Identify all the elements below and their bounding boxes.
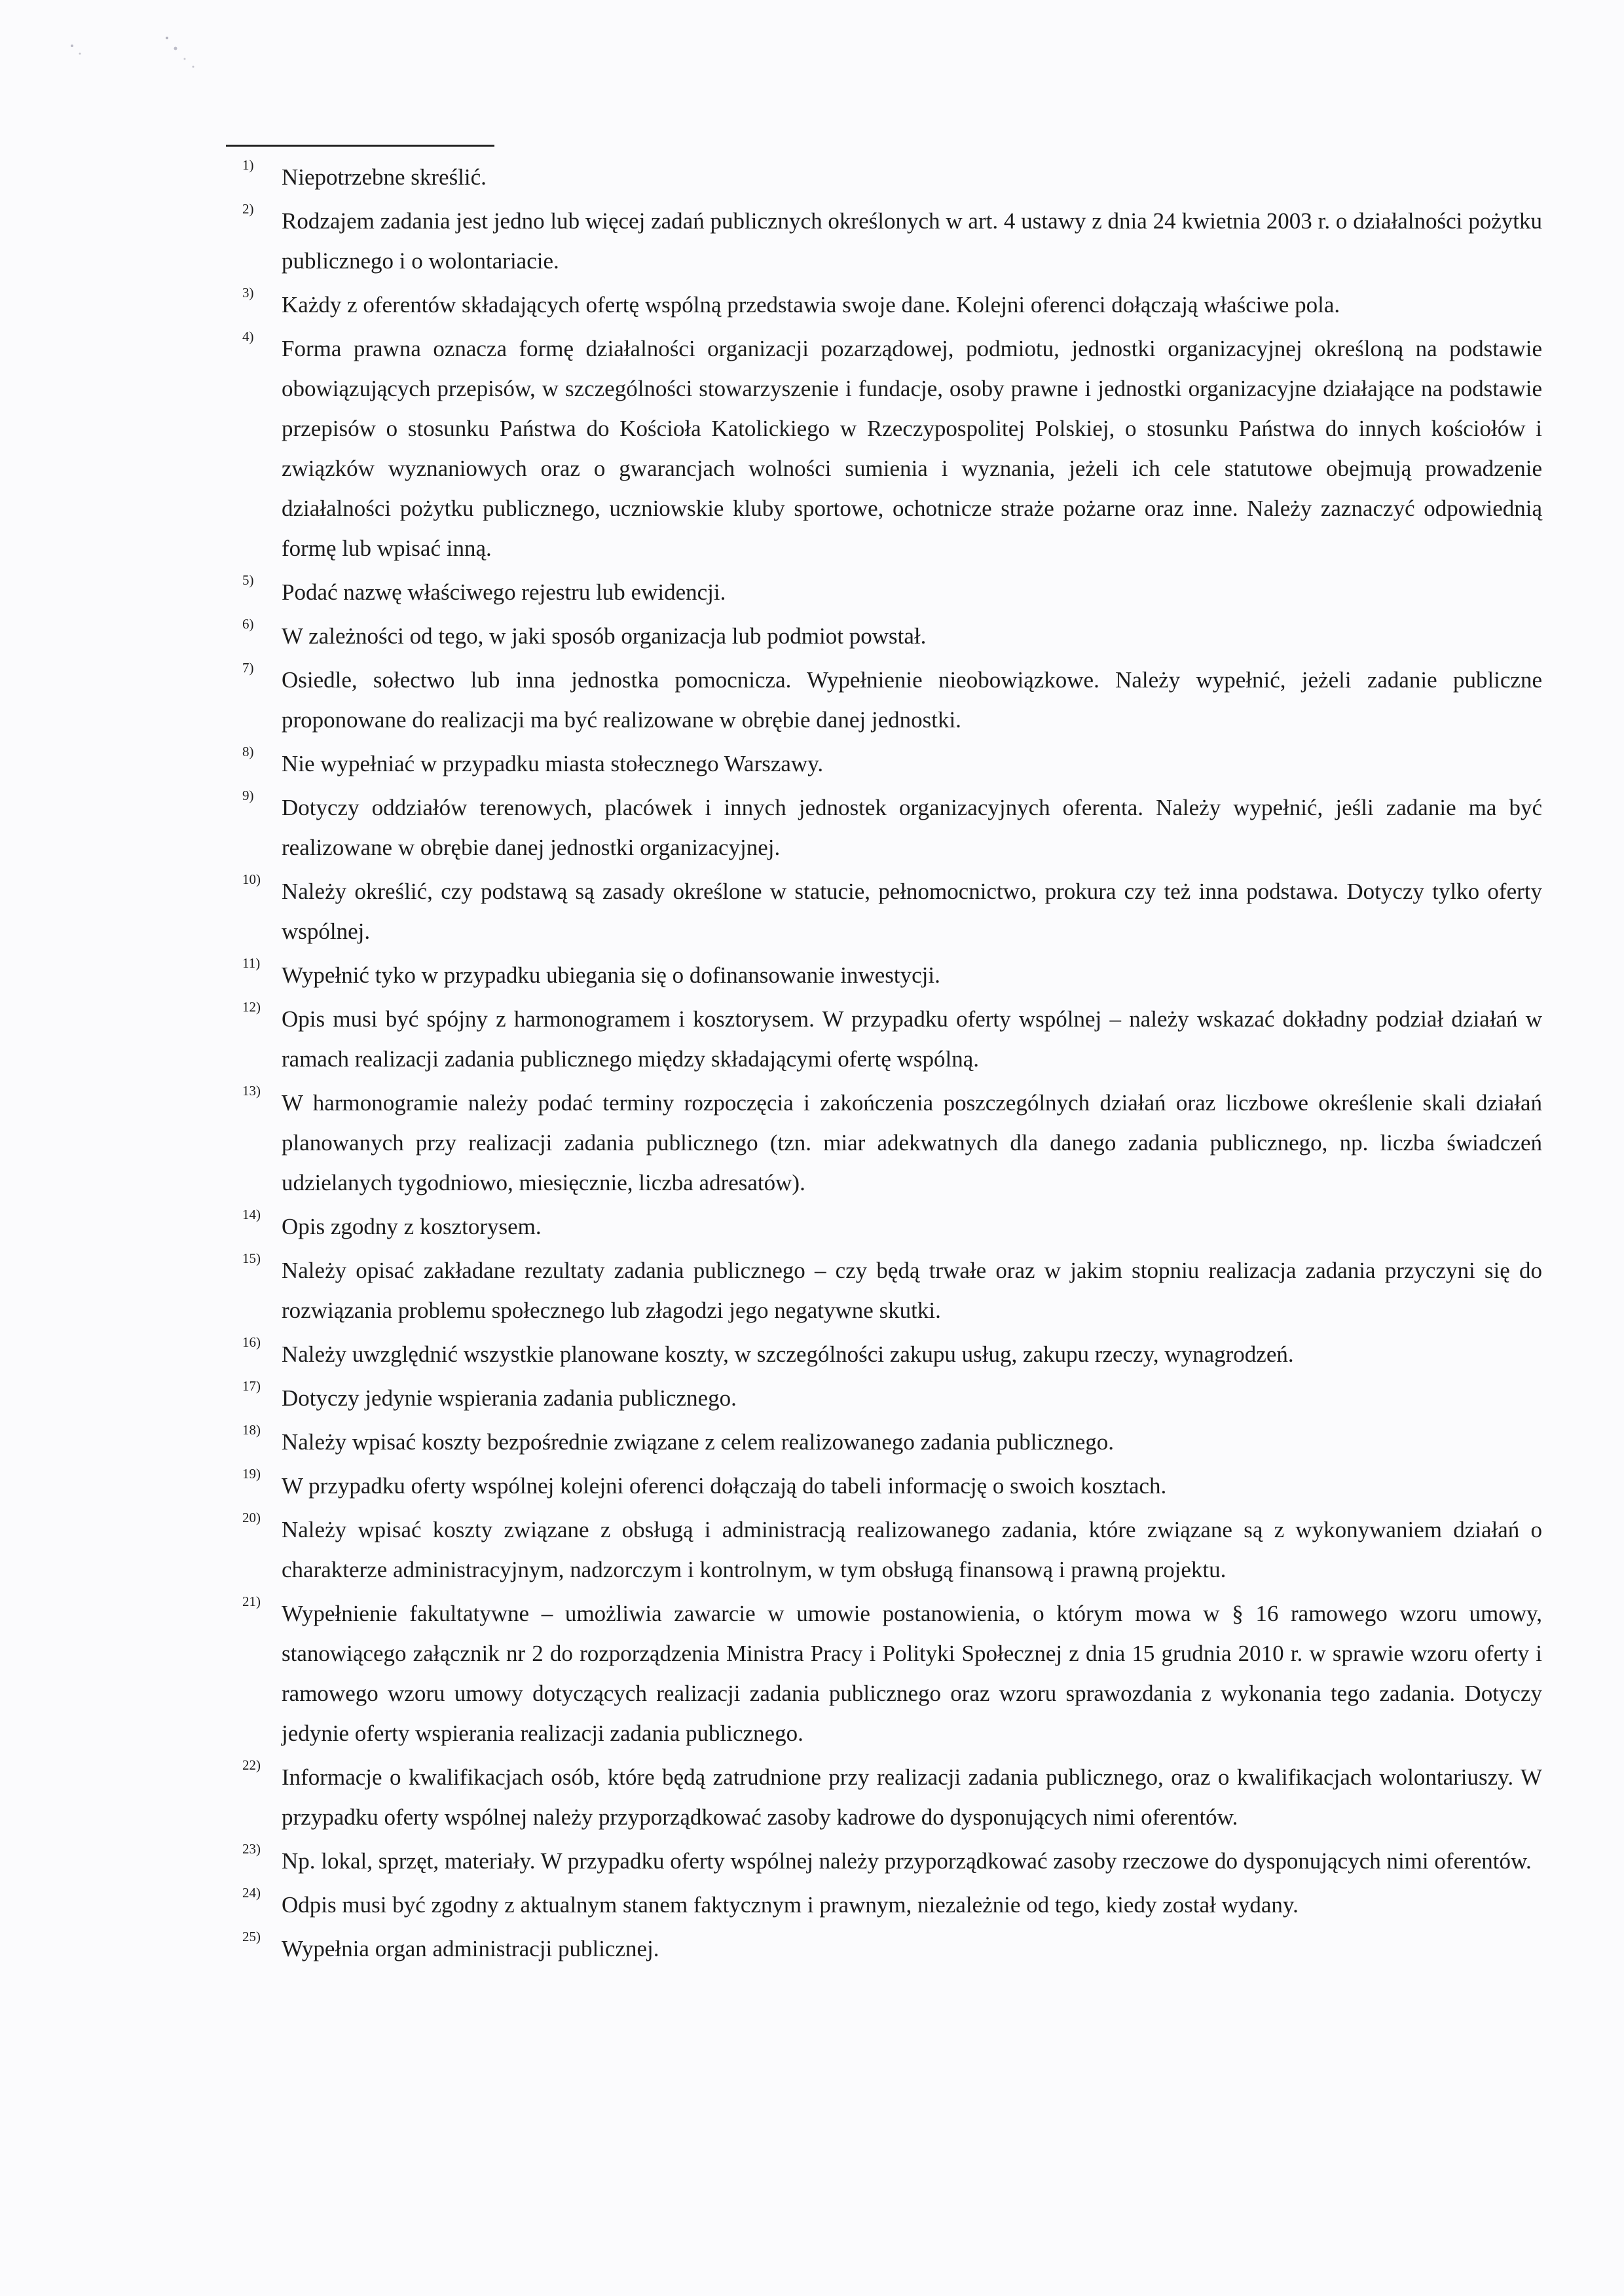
- footnote-16: [242, 1334, 1542, 1374]
- footnote-number: 18): [242, 1422, 261, 1438]
- footnote-12: [242, 999, 1542, 1079]
- footnote-6: [242, 616, 1542, 656]
- footnote-number: 5): [242, 572, 254, 588]
- footnote-18: [242, 1422, 1542, 1462]
- footnote-text: Należy uwzględnić wszystkie planowane koszty, w szczególności zakupu usług, zakupu rzeczy, wynagrodzeń.: [282, 1341, 1294, 1367]
- footnote-10: [242, 871, 1542, 951]
- footnote-number: 6): [242, 616, 254, 632]
- footnote-number: 10): [242, 871, 261, 887]
- footnote-text: Podać nazwę właściwego rejestru lub ewidencji.: [282, 579, 726, 605]
- footnote-text: Niepotrzebne skreślić.: [282, 164, 487, 190]
- footnote-text: Wypełnić tyko w przypadku ubiegania się o dofinansowanie inwestycji.: [282, 962, 940, 988]
- footnote-text: Opis zgodny z kosztorysem.: [282, 1214, 542, 1239]
- footnote-number: 24): [242, 1885, 261, 1901]
- footnote-number: 9): [242, 788, 254, 803]
- footnote-3: [242, 285, 1542, 325]
- footnote-text: Należy wpisać koszty związane z obsługą i administracją realizowanego zadania, które związane są z wykonywaniem działań o charakterze administracyjnym, nadzorczym i kontrolnym, w tym obsługą finansową i prawną projektu.: [282, 1517, 1542, 1582]
- footnote-number: 8): [242, 744, 254, 759]
- footnote-text: Należy wpisać koszty bezpośrednie związane z celem realizowanego zadania publicznego.: [282, 1429, 1115, 1455]
- footnotes-list: [242, 157, 1542, 1973]
- footnote-number: 22): [242, 1757, 261, 1773]
- footnote-number: 21): [242, 1594, 261, 1609]
- footnote-number: 19): [242, 1466, 261, 1482]
- footnote-text: Rodzajem zadania jest jedno lub więcej zadań publicznych określonych w art. 4 ustawy z dnia 24 kwietnia 2003 r. o działalności pożytku publicznego i o wolontariacie.: [282, 208, 1542, 274]
- footnote-text: Dotyczy jedynie wspierania zadania publicznego.: [282, 1385, 737, 1411]
- footnote-text: Wypełnia organ administracji publicznej.: [282, 1936, 659, 1961]
- footnote-number: 3): [242, 285, 254, 301]
- footnote-text: Wypełnienie fakultatywne – umożliwia zawarcie w umowie postanowienia, o którym mowa w § 16 ramowego wzoru umowy, stanowiącego załącznik nr 2 do rozporządzenia Ministra Pracy i Polityki Społecznej z dnia 15 grudnia 2010 r. w sprawie wzoru oferty i ramowego wzoru umowy dotyczących realizacji zadania publicznego oraz wzoru sprawozdania z wykonania tego zadania. Dotyczy jedynie oferty wspierania realizacji zadania publicznego.: [282, 1601, 1542, 1746]
- footnote-number: 20): [242, 1510, 261, 1525]
- footnote-19: [242, 1466, 1542, 1506]
- footnote-number: 14): [242, 1207, 261, 1222]
- footnote-4: [242, 329, 1542, 568]
- footnote-text: Odpis musi być zgodny z aktualnym stanem faktycznym i prawnym, niezależnie od tego, kiedy został wydany.: [282, 1892, 1299, 1918]
- footnote-5: [242, 572, 1542, 612]
- footnote-text: Należy opisać zakładane rezultaty zadania publicznego – czy będą trwałe oraz w jakim stopniu realizacja zadania przyczyni się do rozwiązania problemu społecznego lub złagodzi jego negatywne skutki.: [282, 1258, 1542, 1323]
- footnote-1: [242, 157, 1542, 197]
- footnote-11: [242, 955, 1542, 995]
- footnote-text: Opis musi być spójny z harmonogramem i kosztorysem. W przypadku oferty wspólnej – należy wskazać dokładny podział działań w ramach realizacji zadania publicznego między składającymi ofertę wspólną.: [282, 1006, 1542, 1072]
- footnote-text: Każdy z oferentów składających ofertę wspólną przedstawia swoje dane. Kolejni oferenci dołączają właściwe pola.: [282, 292, 1340, 318]
- footnote-2: [242, 201, 1542, 281]
- footnote-number: 7): [242, 660, 254, 676]
- footnote-number: 1): [242, 157, 254, 173]
- footnote-number: 23): [242, 1841, 261, 1857]
- footnote-text: W zależności od tego, w jaki sposób organizacja lub podmiot powstał.: [282, 623, 927, 649]
- footnote-number: 13): [242, 1083, 261, 1099]
- footnote-24: [242, 1885, 1542, 1925]
- footnote-text: Informacje o kwalifikacjach osób, które będą zatrudnione przy realizacji zadania publicznego, oraz o kwalifikacjach wolontariuszy. W przypadku oferty wspólnej należy przyporządkować zasoby kadrowe do dysponujących nimi oferentów.: [282, 1764, 1542, 1830]
- footnote-21: [242, 1594, 1542, 1753]
- footnote-22: [242, 1757, 1542, 1837]
- footnote-text: W przypadku oferty wspólnej kolejni oferenci dołączają do tabeli informację o swoich kosztach.: [282, 1473, 1167, 1499]
- footnote-number: 17): [242, 1378, 261, 1394]
- footnote-25: [242, 1929, 1542, 1969]
- footnote-text: Należy określić, czy podstawą są zasady określone w statucie, pełnomocnictwo, prokura czy też inna podstawa. Dotyczy tylko oferty wspólnej.: [282, 879, 1542, 944]
- scan-speck-marks: [52, 20, 223, 79]
- footnote-17: [242, 1378, 1542, 1418]
- footnote-text: Dotyczy oddziałów terenowych, placówek i innych jednostek organizacyjnych oferenta. Należy wypełnić, jeśli zadanie ma być realizowane w obrębie danej jednostki organizacyjnej.: [282, 795, 1542, 860]
- footnote-text: Nie wypełniać w przypadku miasta stołecznego Warszawy.: [282, 751, 824, 776]
- footnote-number: 2): [242, 201, 254, 217]
- footnote-number: 11): [242, 955, 261, 971]
- footnote-15: [242, 1250, 1542, 1330]
- footnote-number: 4): [242, 329, 254, 344]
- footnote-number: 15): [242, 1250, 261, 1266]
- footnote-14: [242, 1207, 1542, 1247]
- footnote-text: Np. lokal, sprzęt, materiały. W przypadku oferty wspólnej należy przyporządkować zasoby rzeczowe do dysponujących nimi oferentów.: [282, 1848, 1532, 1874]
- footnote-20: [242, 1510, 1542, 1590]
- footnote-number: 25): [242, 1929, 261, 1944]
- footnote-text: Osiedle, sołectwo lub inna jednostka pomocnicza. Wypełnienie nieobowiązkowe. Należy wypełnić, jeżeli zadanie publiczne proponowane do realizacji ma być realizowane w obrębie danej jednostki.: [282, 667, 1542, 733]
- footnote-text: Forma prawna oznacza formę działalności organizacji pozarządowej, podmiotu, jednostki organizacyjnej określoną na podstawie obowiązujących przepisów, w szczególności stowarzyszenie i fundacje, osoby prawne i jednostki organizacyjne działające na podstawie przepisów o stosunku Państwa do Kościoła Katolickiego w Rzeczypospolitej Polskiej, o stosunku Państwa do innych kościołów i związków wyznaniowych oraz o gwarancjach wolności sumienia i wyznania, jeżeli ich cele statutowe obejmują prowadzenie działalności pożytku publicznego, uczniowskie kluby sportowe, ochotnicze straże pożarne oraz inne. Należy zaznaczyć odpowiednią formę lub wpisać inną.: [282, 336, 1542, 561]
- footnote-separator-rule: [226, 145, 494, 147]
- footnote-8: [242, 744, 1542, 784]
- footnote-number: 16): [242, 1334, 261, 1350]
- footnote-7: [242, 660, 1542, 740]
- footnote-13: [242, 1083, 1542, 1203]
- footnote-number: 12): [242, 999, 261, 1015]
- footnote-9: [242, 788, 1542, 867]
- footnote-text: W harmonogramie należy podać terminy rozpoczęcia i zakończenia poszczególnych działań oraz liczbowe określenie skali działań planowanych przy realizacji zadania publicznego (tzn. miar adekwatnych dla danego zadania publicznego, np. liczba świadczeń udzielanych tygodniowo, miesięcznie, liczba adresatów).: [282, 1090, 1542, 1195]
- footnote-23: [242, 1841, 1542, 1881]
